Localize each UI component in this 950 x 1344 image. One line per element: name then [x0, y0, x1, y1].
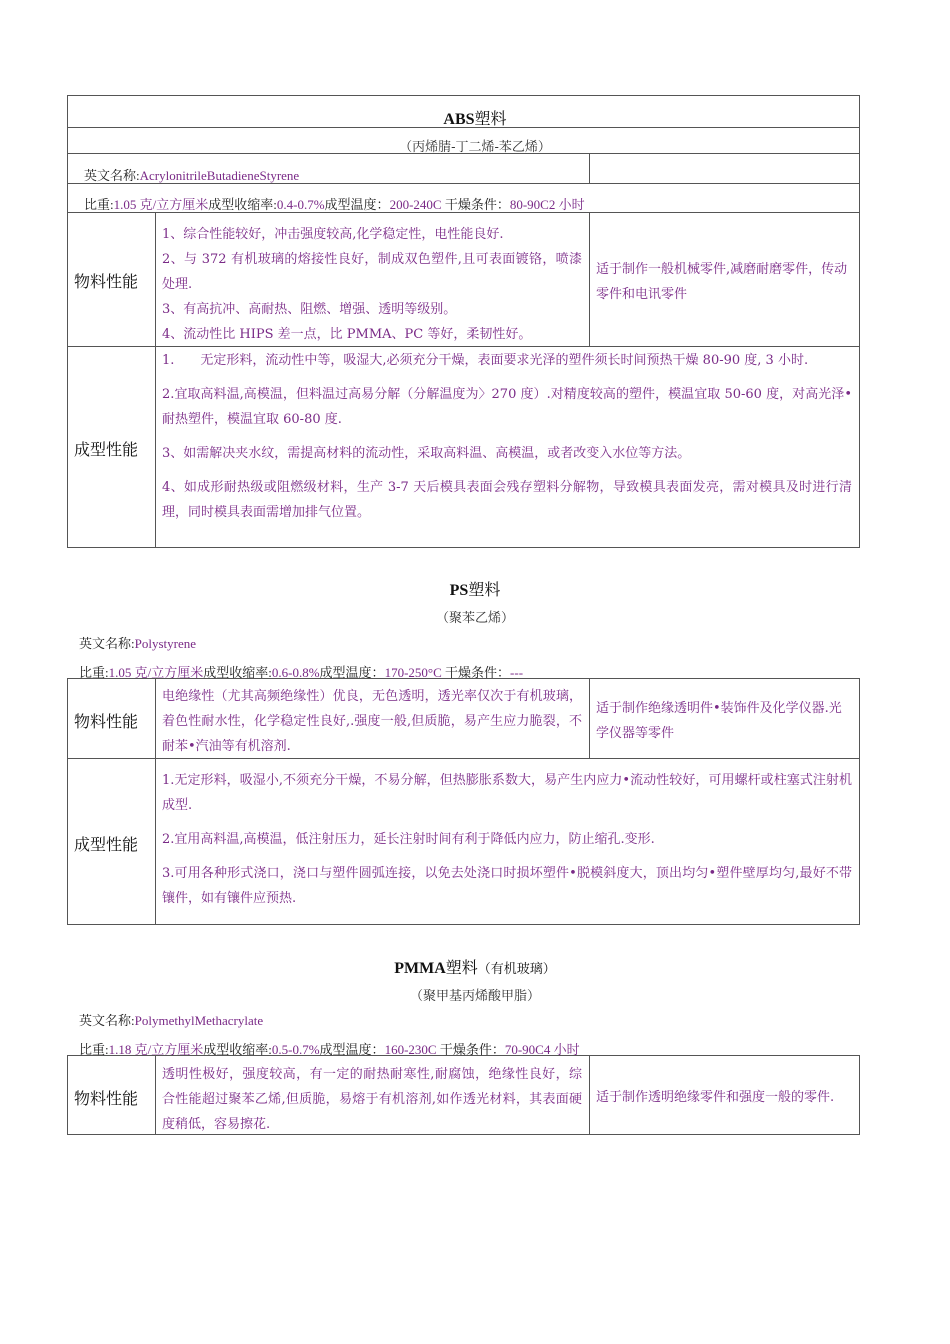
abs-material-label: 物料性能	[74, 272, 139, 291]
list-item: 4、如成形耐热级或阻燃级材料，生产 3-7 天后模具表面会残存塑料分解物，导致模具表面发亮，需对模具及时进行清理，同时模具表面需增加排气位置。	[162, 480, 852, 520]
pmma-title: PMMA塑料（有机玻璃）	[394, 960, 556, 977]
ps-title: PS塑料	[449, 582, 501, 599]
ps-application: 适于制作绝缘透明件•装饰件及化学仪器.光学仪器等零件	[596, 701, 842, 741]
list-item: 1. 无定形料，流动性中等，吸湿大,必须充分干燥，表面要求光泽的塑件须长时间预热干燥 80-90 度, 3 小时.	[162, 353, 809, 368]
pmma-english-name: 英文名称:PolymethylMethacrylate	[79, 1013, 264, 1028]
divider	[155, 678, 156, 925]
pmma-application: 适于制作透明绝缘零件和强度一般的零件.	[596, 1090, 835, 1105]
ps-molding-properties	[162, 768, 852, 911]
divider	[589, 678, 590, 758]
list-item: 3.可用各种形式浇口，浇口与塑件圆弧连接，以免去处浇口时损坏塑件•脱模斜度大，顶出均匀•塑件壁厚均匀,最好不带镶件，如有镶件应预热.	[162, 866, 852, 906]
list-item: 2.宜取高料温,高模温，但料温过高易分解（分解温度为〉270 度）.对精度较高的塑件，模温宜取 50-60 度，对高光泽•耐热塑件，模温宜取 60-80 度.	[162, 387, 852, 427]
pmma-material-label: 物料性能	[74, 1089, 139, 1108]
ps-material-label: 物料性能	[74, 712, 139, 731]
abs-application: 适于制作一般机械零件,减磨耐磨零件，传动零件和电讯零件	[596, 262, 848, 302]
abs-spec-line: 比重:1.05 克/立方厘米成型收缩率:0.4-0.7%成型温度：200-240C 干燥条件：80-90C2 小时	[84, 197, 585, 212]
list-item: 1.无定形料，吸湿小,不须充分干燥，不易分解，但热膨胀系数大，易产生内应力•流动性较好，可用螺杆或柱塞式注射机成型.	[162, 773, 852, 813]
ps-material-properties: 电绝缘性（尤其高频绝缘性）优良，无色透明，透光率仅次于有机玻璃，着色性耐水性，化学稳定性良好,.强度一般,但质脆，易产生应力脆裂，不耐苯•汽油等有机溶剂.	[162, 689, 582, 754]
abs-molding-properties	[162, 348, 852, 525]
abs-english-name: 英文名称:AcrylonitrileButadieneStyrene	[84, 168, 300, 183]
list-item: 2.宜用高料温,高模温，低注射压力，延长注射时间有利于降低内应力，防止缩孔.变形.	[162, 832, 655, 847]
list-item: 4、流动性比 HIPS 差一点，比 PMMA、PC 等好，柔韧性好。	[162, 327, 532, 342]
list-item: 3、有高抗冲、高耐热、阻燃、增强、透明等级别。	[162, 302, 457, 317]
divider	[589, 212, 590, 346]
pmma-subtitle: （聚甲基丙烯酸甲脂）	[409, 989, 540, 1004]
pmma-material-properties: 透明性极好，强度较高，有一定的耐热耐寒性,耐腐蚀，绝缘性良好，综合性能超过聚苯乙烯,但质脆，易熔于有机溶剂,如作透光材料，其表面硬度稍低，容易擦花.	[162, 1067, 582, 1132]
abs-molding-label: 成型性能	[74, 440, 139, 459]
ps-english-name: 英文名称:Polystyrene	[79, 636, 197, 651]
ps-molding-label: 成型性能	[74, 835, 139, 854]
divider	[155, 212, 156, 548]
abs-subtitle: （丙烯腈-丁二烯-苯乙烯）	[399, 140, 551, 155]
ps-subtitle: （聚苯乙烯）	[435, 611, 514, 626]
abs-material-properties	[162, 222, 582, 347]
list-item: 3、如需解决夹水纹，需提高材料的流动性，采取高料温、高模温，或者改变入水位等方法。	[162, 446, 691, 461]
divider	[155, 1055, 156, 1135]
divider	[589, 1055, 590, 1135]
pmma-spec-line: 比重:1.18 克/立方厘米成型收缩率:0.5-0.7%成型温度：160-230C 干燥条件：70-90C4 小时	[79, 1042, 580, 1057]
divider	[589, 153, 590, 183]
list-item: 1、综合性能较好，冲击强度较高,化学稳定性，电性能良好.	[162, 227, 504, 242]
list-item: 2、与 372 有机玻璃的熔接性良好，制成双色塑件,且可表面镀铬，喷漆处理.	[162, 252, 582, 292]
ps-spec-line: 比重:1.05 克/立方厘米成型收缩率:0.6-0.8%成型温度：170-250°C 干燥条件：---	[79, 665, 524, 680]
abs-title: ABS塑料	[443, 111, 507, 128]
